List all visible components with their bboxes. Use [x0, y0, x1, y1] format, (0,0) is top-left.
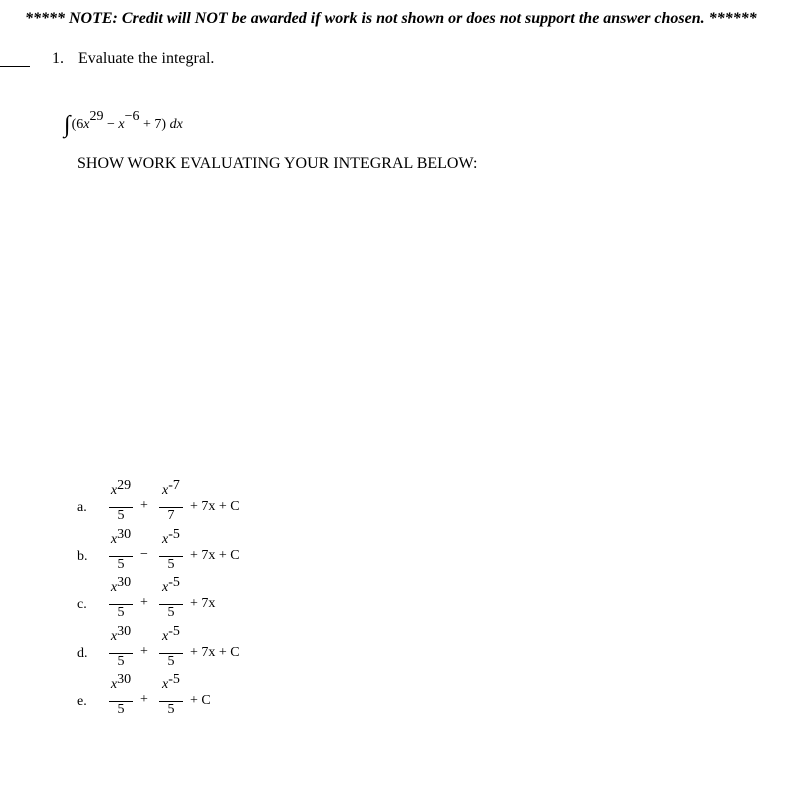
choice-operator: −	[140, 547, 148, 562]
first-numerator	[106, 672, 136, 693]
choice-letter: c.	[77, 597, 87, 612]
first-numerator-exponent: 29	[117, 478, 132, 493]
second-numerator-exponent: -7	[168, 478, 180, 493]
first-denominator: 5	[117, 605, 125, 620]
second-denominator: 5	[167, 557, 175, 572]
show-work-heading: SHOW WORK EVALUATING YOUR INTEGRAL BELOW:	[77, 155, 478, 172]
second-numerator	[156, 575, 186, 596]
integral-var-2: x	[118, 117, 125, 132]
second-denominator: 5	[167, 605, 175, 620]
choice-tail: + 7x + C	[190, 645, 240, 660]
first-numerator	[106, 478, 136, 499]
integral-exponent-2: −6	[124, 109, 140, 124]
second-numerator-exponent: -5	[168, 624, 180, 639]
second-numerator-exponent: -5	[168, 527, 180, 542]
choice-a[interactable]	[0, 478, 400, 531]
integral-dx: dx	[169, 117, 183, 132]
second-denominator: 7	[167, 508, 175, 523]
first-numerator-exponent: 30	[117, 527, 132, 542]
first-numerator	[106, 527, 136, 548]
choice-operator: +	[140, 692, 148, 707]
choice-c[interactable]	[0, 575, 400, 628]
choice-tail: + 7x + C	[190, 548, 240, 563]
choice-operator: +	[140, 644, 148, 659]
second-numerator-var: x	[162, 483, 169, 498]
choice-operator: +	[140, 595, 148, 610]
first-numerator-exponent: 30	[117, 575, 132, 590]
second-numerator	[156, 478, 186, 499]
integral-minus: −	[103, 117, 119, 132]
choice-d[interactable]	[0, 624, 400, 677]
integral-expression	[64, 108, 183, 138]
integral-open: (6	[71, 117, 84, 132]
second-numerator-var: x	[162, 532, 169, 547]
second-numerator-var: x	[162, 677, 169, 692]
choice-letter: d.	[77, 646, 88, 661]
first-numerator-var: x	[110, 580, 118, 595]
answer-blank-line[interactable]	[0, 66, 30, 67]
second-numerator-exponent: -5	[168, 672, 180, 687]
integral-rest: + 7)	[139, 117, 170, 132]
choice-tail: + C	[190, 693, 211, 708]
first-numerator-var: x	[110, 677, 118, 692]
second-numerator-var: x	[162, 580, 169, 595]
first-numerator-exponent: 30	[117, 672, 132, 687]
second-numerator	[156, 527, 186, 548]
first-numerator	[106, 575, 136, 596]
choice-letter: b.	[77, 549, 88, 564]
first-denominator: 5	[117, 702, 125, 717]
second-denominator: 5	[167, 702, 175, 717]
first-denominator: 5	[117, 557, 125, 572]
question-number: 1.	[52, 50, 64, 67]
first-numerator-var: x	[110, 532, 118, 547]
second-numerator-exponent: -5	[168, 575, 180, 590]
question-text: Evaluate the integral.	[78, 50, 215, 67]
integral-var-1: x	[83, 117, 90, 132]
choice-e[interactable]	[0, 672, 400, 725]
second-numerator	[156, 624, 186, 645]
choice-operator: +	[140, 498, 148, 513]
credit-note: ***** NOTE: Credit will NOT be awarded if work is not shown or does not support the answer chosen. ******	[25, 10, 757, 27]
choice-tail: + 7x + C	[190, 499, 240, 514]
first-numerator-var: x	[110, 629, 118, 644]
first-denominator: 5	[117, 654, 125, 669]
first-numerator-exponent: 30	[117, 624, 132, 639]
choice-tail: + 7x	[190, 596, 216, 611]
first-numerator	[106, 624, 136, 645]
second-denominator: 5	[167, 654, 175, 669]
choice-letter: e.	[77, 694, 87, 709]
second-numerator-var: x	[162, 629, 169, 644]
second-numerator	[156, 672, 186, 693]
first-numerator-var: x	[110, 483, 118, 498]
first-denominator: 5	[117, 508, 125, 523]
integral-exponent-1: 29	[89, 109, 104, 124]
integral-sign: ∫	[64, 112, 71, 138]
choice-letter: a.	[77, 500, 87, 515]
choice-b[interactable]	[0, 527, 400, 580]
